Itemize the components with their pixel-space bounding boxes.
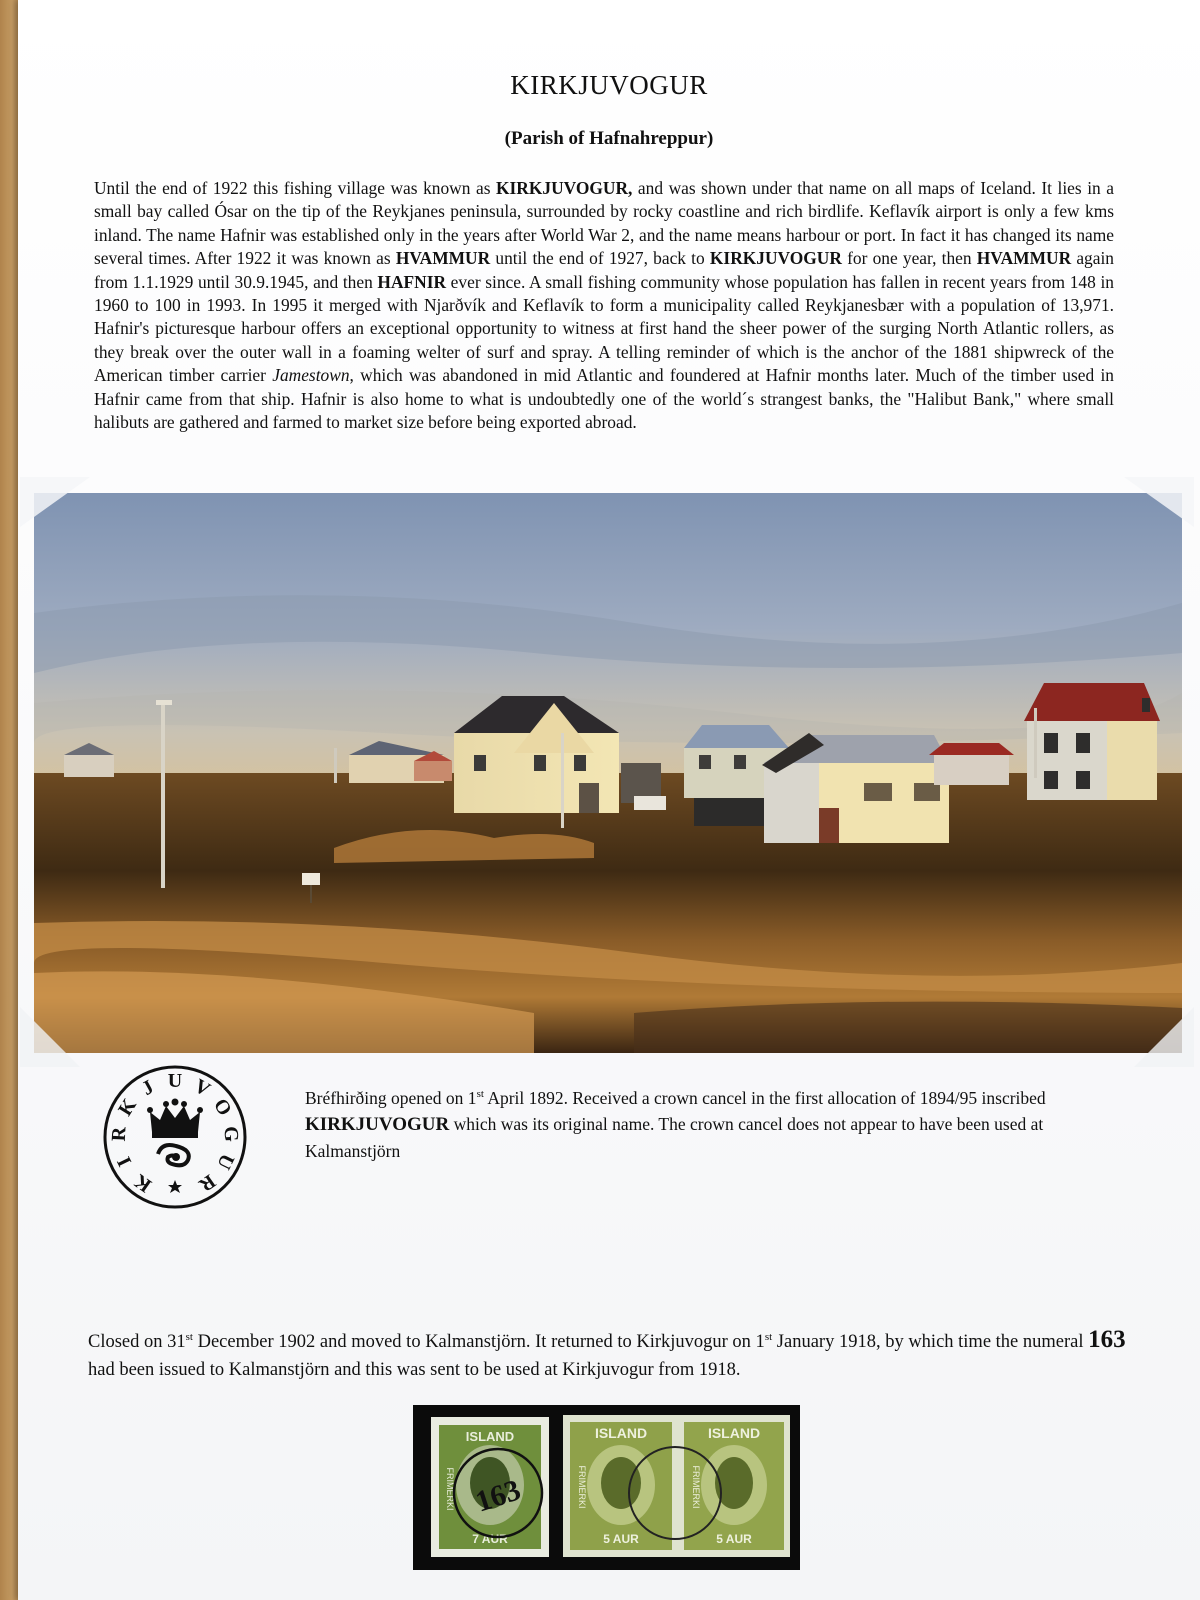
photo-corner-bottom-right [1134, 1007, 1194, 1067]
posthorn-icon [158, 1145, 189, 1165]
cancel-letter: I [113, 1153, 137, 1170]
closure-paragraph: Closed on 31st December 1902 and moved to Kalmanstjörn. It returned to Kirkjuvogur on 1st January 1918, by which time the numeral 163 had been issued to Kalmanstjörn and this was sent to be used at Kirkjuvogur from 1918. [88, 1326, 1126, 1380]
cancel-letter: J [138, 1075, 158, 1101]
page-subtitle: (Parish of Hafnahreppur) [504, 128, 714, 149]
photo-corner-top-left [20, 477, 90, 527]
stamp-5-aur-right [678, 1415, 790, 1557]
stamp-value-label: 7 AUR [472, 1532, 508, 1546]
village-photo [34, 493, 1182, 1053]
cancel-letter: O [209, 1094, 236, 1120]
stamp-side-label: FRIMERKI [445, 1467, 455, 1511]
stamp-value-label: 5 AUR [603, 1532, 639, 1546]
cancel-letter: K [130, 1169, 156, 1197]
cancel-letter: R [194, 1169, 220, 1197]
cancel-letter: U [167, 1070, 183, 1092]
cancel-letter: V [190, 1074, 214, 1102]
ship-name: Jamestown [272, 365, 350, 386]
crown-icon [147, 1099, 203, 1139]
stamp-7-aur [431, 1417, 549, 1557]
stamp-mount [413, 1405, 800, 1570]
intro-paragraph: Until the end of 1922 this fishing village was known as KIRKJUVOGUR, and was shown under that name on all maps of Iceland. It lies in a small bay called Ósar on the tip of the Reykjanes peninsula, surrounded by rocky coastline and rich birdlife. Keflavík airport is only a few kms inland. The name Hafnir was established only in the years after World War 2, and the name means harbour or port. In fact it has changed its name several times. After 1922 it was known as HVAMMUR until the end of 1927, back to KIRKJUVOGUR for one year, then HVAMMUR again from 1.1.1929 until 30.9.1945, and then HAFNIR ever since. A small fishing community whose population has fallen in recent years from 148 in 1960 to 100 in 1993. In 1995 it merged with Njarðvík and Keflavík to form a municipality called Reykjanesbær with a population of 13,971. Hafnir's picturesque harbour offers an exceptional opportunity to witness at first hand the sheer power of the surging North Atlantic rollers, as they break over the outer wall in a foaming welter of surf and spray. A telling reminder of which is the anchor of the 1881 shipwreck of the American timber carrier Jamestown, which was abandoned in mid Atlantic and foundered at Hafnir months later. Much of the timber used in Hafnir came from that ship. Hafnir is also home to what is undoubtedly one of the world´s strangest banks, the "Halibut Bank," where small halibuts are gathered and farmed to market size before being exported abroad. [94, 178, 1114, 433]
photo-corner-top-right [1124, 477, 1194, 527]
stamp-value-label: 5 AUR [716, 1532, 752, 1546]
stamp-country-label: ISLAND [594, 1425, 648, 1441]
photo-corner-bottom-left [20, 1007, 80, 1067]
bréfhirðing-paragraph: Bréfhirðing opened on 1st April 1892. Received a crown cancel in the first allocation of 1894/95 inscribed KIRKJUVOGUR which was its original name. The crown cancel does not appear to have been used at Kalmanstjörn [305, 1088, 1046, 1161]
stamp-country-label: ISLAND [465, 1429, 515, 1444]
album-page [18, 0, 1200, 1600]
cancel-letter: U [212, 1150, 239, 1173]
village-landscape-image [34, 493, 1182, 1053]
highlight-hvammur-2: HVAMMUR [976, 248, 1072, 269]
highlight-hafnir: HAFNIR [377, 271, 447, 292]
cancel-letter: G [219, 1125, 243, 1143]
highlight-kirkjuvogur-cancel: KIRKJUVOGUR [305, 1114, 450, 1135]
highlight-hvammur: HVAMMUR [395, 248, 491, 269]
stamp-side-label: FRIMERKI [691, 1465, 701, 1509]
highlight-kirkjuvogur: KIRKJUVOGUR, [496, 178, 633, 198]
cancel-letter: R [107, 1126, 131, 1142]
highlight-kirkjuvogur-2: KIRKJUVOGUR [709, 248, 842, 269]
numeral-163: 163 [1088, 1326, 1126, 1353]
stamp-side-label: FRIMERKI [577, 1465, 587, 1509]
star-icon [168, 1180, 182, 1193]
crown-cancel-postmark [100, 1062, 250, 1212]
page-title: KIRKJUVOGUR [510, 70, 708, 100]
postmark-numeral: 163 [471, 1473, 525, 1519]
cancel-letter: K [114, 1094, 141, 1120]
stamp-country-label: ISLAND [707, 1425, 761, 1441]
